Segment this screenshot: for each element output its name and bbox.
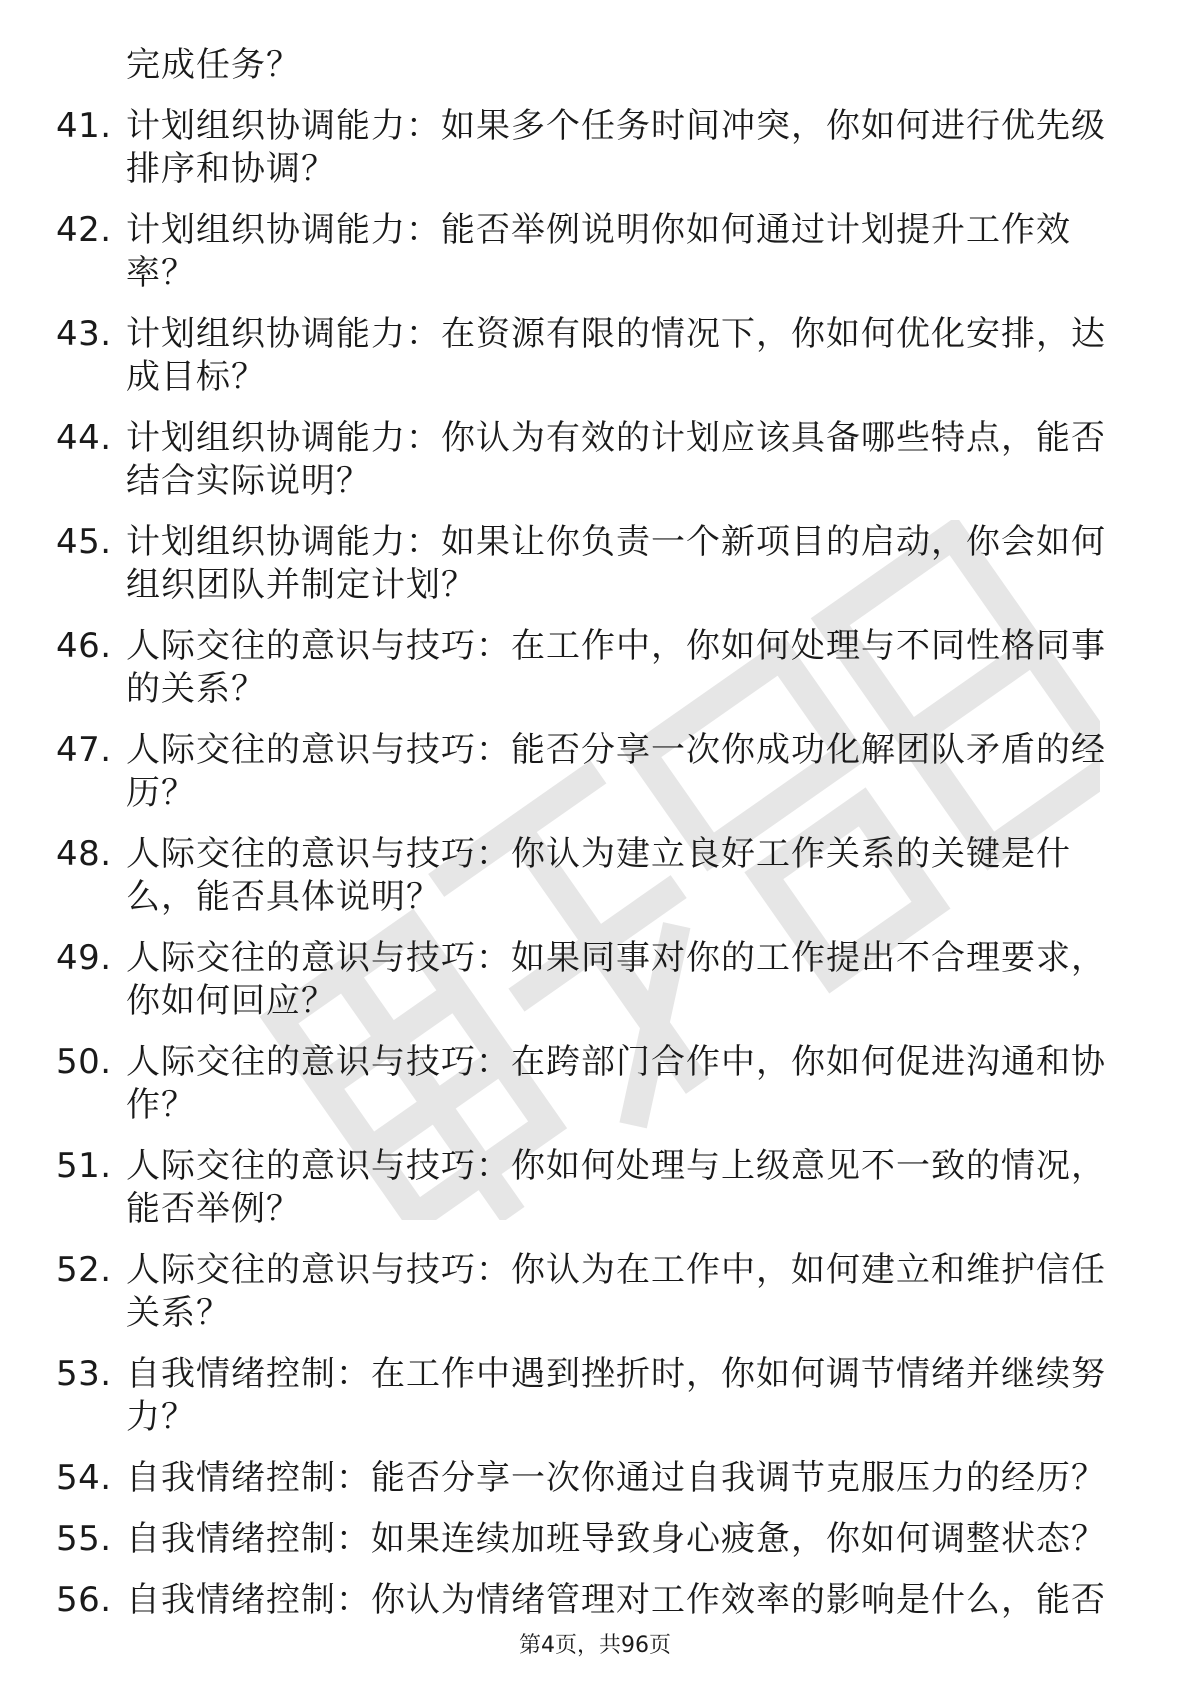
item-number: 50. — [56, 1042, 112, 1082]
list-item — [0, 521, 1190, 607]
item-number: 41. — [56, 106, 112, 146]
item-number: 42. — [56, 210, 112, 250]
item-text: 人际交往的意识与技巧：你认为在工作中，如何建立和维护信任关系？ — [126, 1250, 1106, 1333]
item-text: 完成任务？ — [126, 45, 301, 85]
list-item — [0, 1041, 1190, 1127]
item-number: 45. — [56, 522, 112, 562]
item-number: 43. — [56, 314, 112, 354]
item-text: 自我情绪控制：在工作中遇到挫折时，你如何调节情绪并继续努力？ — [126, 1354, 1106, 1437]
list-item — [0, 1353, 1190, 1439]
list-item — [0, 833, 1190, 919]
item-text: 人际交往的意识与技巧：你如何处理与上级意见不一致的情况，能否举例？ — [126, 1146, 1106, 1229]
item-text: 自我情绪控制：你认为情绪管理对工作效率的影响是什么，能否 — [126, 1580, 1106, 1620]
item-number: 52. — [56, 1250, 112, 1290]
list-item — [0, 1579, 1190, 1622]
item-text: 人际交往的意识与技巧：如果同事对你的工作提出不合理要求，你如何回应？ — [126, 938, 1106, 1021]
item-text: 计划组织协调能力：如果让你负责一个新项目的启动，你会如何组织团队并制定计划？ — [126, 522, 1106, 605]
list-item — [0, 1249, 1190, 1335]
item-number: 56. — [56, 1580, 112, 1620]
question-list — [0, 44, 1190, 1640]
item-text: 计划组织协调能力：如果多个任务时间冲突，你如何进行优先级排序和协调？ — [126, 106, 1106, 189]
item-text: 计划组织协调能力：在资源有限的情况下，你如何优化安排，达成目标？ — [126, 314, 1106, 397]
item-text: 人际交往的意识与技巧：你认为建立良好工作关系的关键是什么，能否具体说明？ — [126, 834, 1071, 917]
list-item — [0, 417, 1190, 503]
list-item — [0, 1145, 1190, 1231]
item-text: 人际交往的意识与技巧：在工作中，你如何处理与不同性格同事的关系？ — [126, 626, 1106, 709]
item-number: 55. — [56, 1519, 112, 1559]
item-number: 53. — [56, 1354, 112, 1394]
list-item — [0, 1518, 1190, 1561]
page-footer: 第4页，共96页 — [519, 1633, 671, 1658]
item-number: 49. — [56, 938, 112, 978]
item-number: 51. — [56, 1146, 112, 1186]
list-item — [0, 1457, 1190, 1500]
list-item — [0, 105, 1190, 191]
item-number: 54. — [56, 1458, 112, 1498]
item-number: 46. — [56, 626, 112, 666]
list-item — [0, 313, 1190, 399]
item-text: 人际交往的意识与技巧：能否分享一次你成功化解团队矛盾的经历？ — [126, 730, 1106, 813]
item-text: 计划组织协调能力：能否举例说明你如何通过计划提升工作效率？ — [126, 210, 1071, 293]
item-number: 48. — [56, 834, 112, 874]
item-text: 人际交往的意识与技巧：在跨部门合作中，你如何促进沟通和协作？ — [126, 1042, 1106, 1125]
list-item — [0, 209, 1190, 295]
item-text: 自我情绪控制：如果连续加班导致身心疲惫，你如何调整状态？ — [126, 1519, 1106, 1559]
item-number: 47. — [56, 730, 112, 770]
list-item — [0, 625, 1190, 711]
item-text: 自我情绪控制：能否分享一次你通过自我调节克服压力的经历？ — [126, 1458, 1106, 1498]
item-number: 44. — [56, 418, 112, 458]
list-item — [0, 937, 1190, 1023]
item-text: 计划组织协调能力：你认为有效的计划应该具备哪些特点，能否结合实际说明？ — [126, 418, 1106, 501]
list-item — [0, 729, 1190, 815]
list-item — [0, 44, 1190, 87]
